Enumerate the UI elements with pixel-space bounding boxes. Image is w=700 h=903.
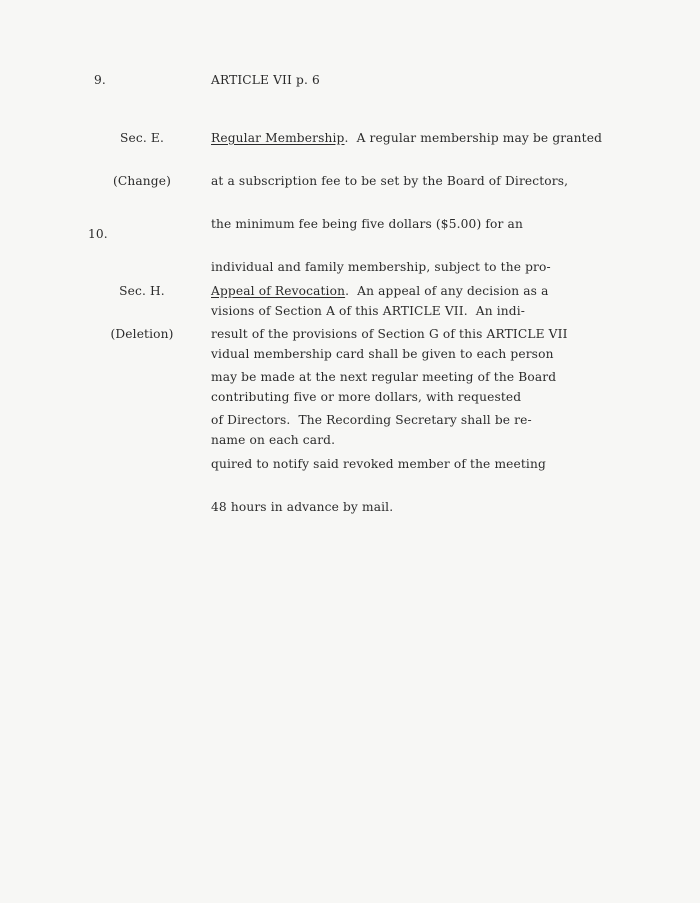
- section-h-text: [211, 255, 631, 543]
- section-e-line-5: vidual membership card shall be given to each person: [211, 346, 554, 361]
- section-h-line-4: quired to notify said revoked member of the meeting: [211, 456, 546, 471]
- item-number-10: 10.: [88, 227, 108, 241]
- section-h-line-3: of Directors. The Recording Secretary shall be re-: [211, 413, 532, 428]
- section-e-line-7: name on each card.: [211, 433, 336, 448]
- section-e-line-0: . A regular membership may be granted: [344, 130, 603, 145]
- section-e-line-1: at a subscription fee to be set by the Board of Directors,: [211, 174, 569, 189]
- section-e-line-4: visions of Section A of this ARTICLE VII. An indi-: [211, 303, 526, 318]
- section-h-line-0: . An appeal of any decision as a: [345, 283, 549, 298]
- section-e-note: (Change): [112, 174, 171, 189]
- section-h-label: [94, 255, 190, 370]
- section-e-line-3: individual and family membership, subject to the pro-: [211, 260, 551, 275]
- section-h-title: Appeal of Revocation: [211, 283, 346, 298]
- section-h-id: Sec. H.: [119, 283, 165, 298]
- section-e-line-6: contributing five or more dollars, with requested: [211, 390, 522, 405]
- section-e-title: Regular Membership: [211, 130, 345, 145]
- section-e-id: Sec. E.: [120, 130, 164, 145]
- section-h-note: (Deletion): [110, 327, 174, 342]
- section-h-line-1: result of the provisions of Section G of this ARTICLE VII: [211, 327, 568, 342]
- article-heading: ARTICLE VII p. 6: [211, 73, 320, 87]
- section-e-label: [94, 102, 190, 217]
- item-number-9: 9.: [94, 73, 106, 87]
- section-h-line-2: may be made at the next regular meeting of the Board: [211, 370, 557, 385]
- section-h-line-5: 48 hours in advance by mail.: [211, 499, 394, 514]
- section-e-line-2: the minimum fee being five dollars ($5.00) for an: [211, 217, 523, 232]
- section-e-first-line: [211, 131, 631, 145]
- section-h-first-line: [211, 284, 631, 298]
